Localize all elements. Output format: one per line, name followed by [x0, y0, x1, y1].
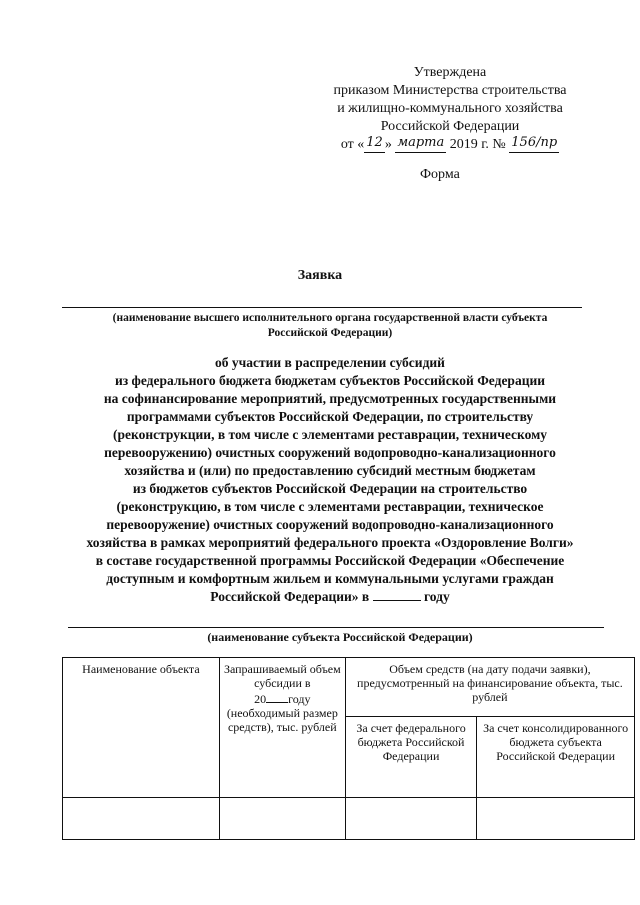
month-handwritten: марта	[395, 134, 446, 153]
approval-line-3: и жилищно-коммунального хозяйства	[337, 101, 563, 116]
body-line: доступным и комфортным жильем и коммунальными услугами граждан	[106, 571, 554, 586]
year-blank-field[interactable]	[373, 588, 421, 601]
order-number-handwritten: 156/пр	[509, 134, 559, 153]
header-requested-subsidy	[219, 658, 345, 798]
subject-name-line	[68, 627, 604, 628]
body-line: (реконструкцию, в том числе с элементами реставрации, техническое	[116, 499, 544, 514]
cell-object-name[interactable]	[63, 798, 220, 840]
body-last-suffix: году	[423, 589, 450, 604]
body-last-line	[60, 588, 600, 606]
body-line: об участии в распределении субсидий	[215, 355, 445, 370]
cell-consolidated-budget[interactable]	[477, 798, 635, 840]
header-requested-line-1: Запрашиваемый объем субсидии в	[223, 662, 341, 690]
year-prefix: 20	[254, 692, 267, 706]
header-year-blank	[266, 690, 288, 703]
date-prefix: от «	[340, 137, 365, 152]
authority-caption-line-2: Российской Федерации)	[267, 327, 393, 339]
authority-caption	[60, 311, 600, 341]
approval-block	[300, 64, 600, 155]
date-mid: »	[384, 137, 392, 152]
body-last-prefix: Российской Федерации» в	[210, 589, 370, 604]
table-row	[63, 798, 635, 840]
table-header-row	[63, 658, 635, 717]
cell-requested-subsidy[interactable]	[219, 798, 345, 840]
body-line: в составе государственной программы Российской Федерации «Обеспечение	[95, 553, 565, 568]
document-title: Заявка	[297, 268, 343, 283]
year-text: 2019 г. №	[449, 137, 506, 152]
authority-caption-line-1: (наименование высшего исполнительного органа государственной власти субъекта	[112, 312, 548, 324]
header-consolidated-budget: За счет консолидированного бюджета субъекта Российской Федерации	[477, 717, 635, 798]
authority-name-line	[62, 307, 582, 308]
body-line: (реконструкции, в том числе с элементами реставрации, техническому	[112, 427, 548, 442]
header-funding-volume: Объем средств (на дату подачи заявки), предусмотренный на финансирование объекта, тыс. рублей	[345, 658, 634, 717]
form-label: Форма	[420, 167, 460, 182]
body-line: из федерального бюджета бюджетам субъектов Российской Федерации	[114, 373, 546, 388]
body-line: хозяйства и (или) по предоставлению субсидий местным бюджетам	[124, 463, 536, 478]
year-suffix: году	[288, 692, 311, 706]
application-body	[60, 354, 600, 606]
cell-federal-budget[interactable]	[345, 798, 476, 840]
body-line: на софинансирование мероприятий, предусмотренных государственными	[103, 391, 557, 406]
header-requested-year	[224, 690, 341, 706]
header-federal-budget: За счет федерального бюджета Российской Федерации	[345, 717, 476, 798]
body-line: перевооружение) очистных сооружений водопроводно-канализационного	[106, 517, 554, 532]
approval-line-1: Утверждена	[413, 65, 487, 80]
body-line: программами субъектов Российской Федерации, по строительству	[126, 409, 534, 424]
body-line: хозяйства в рамках мероприятий федерального проекта «Оздоровление Волги»	[86, 535, 574, 550]
approval-line-2: приказом Министерства строительства	[333, 83, 567, 98]
approval-line-4: Российской Федерации	[380, 119, 520, 134]
header-object-name: Наименование объекта	[63, 658, 220, 798]
application-table	[62, 657, 635, 840]
body-line: перевооружению) очистных сооружений водопроводно-канализационного	[104, 445, 556, 460]
subject-caption: (наименование субъекта Российской Федерации)	[207, 630, 473, 644]
header-requested-line-3: (необходимый размер средств), тыс. рублей	[226, 706, 338, 734]
day-handwritten: 12	[364, 134, 385, 153]
approval-date-line	[300, 136, 600, 155]
body-line: из бюджетов субъектов Российской Федерации на строительство	[132, 481, 528, 496]
